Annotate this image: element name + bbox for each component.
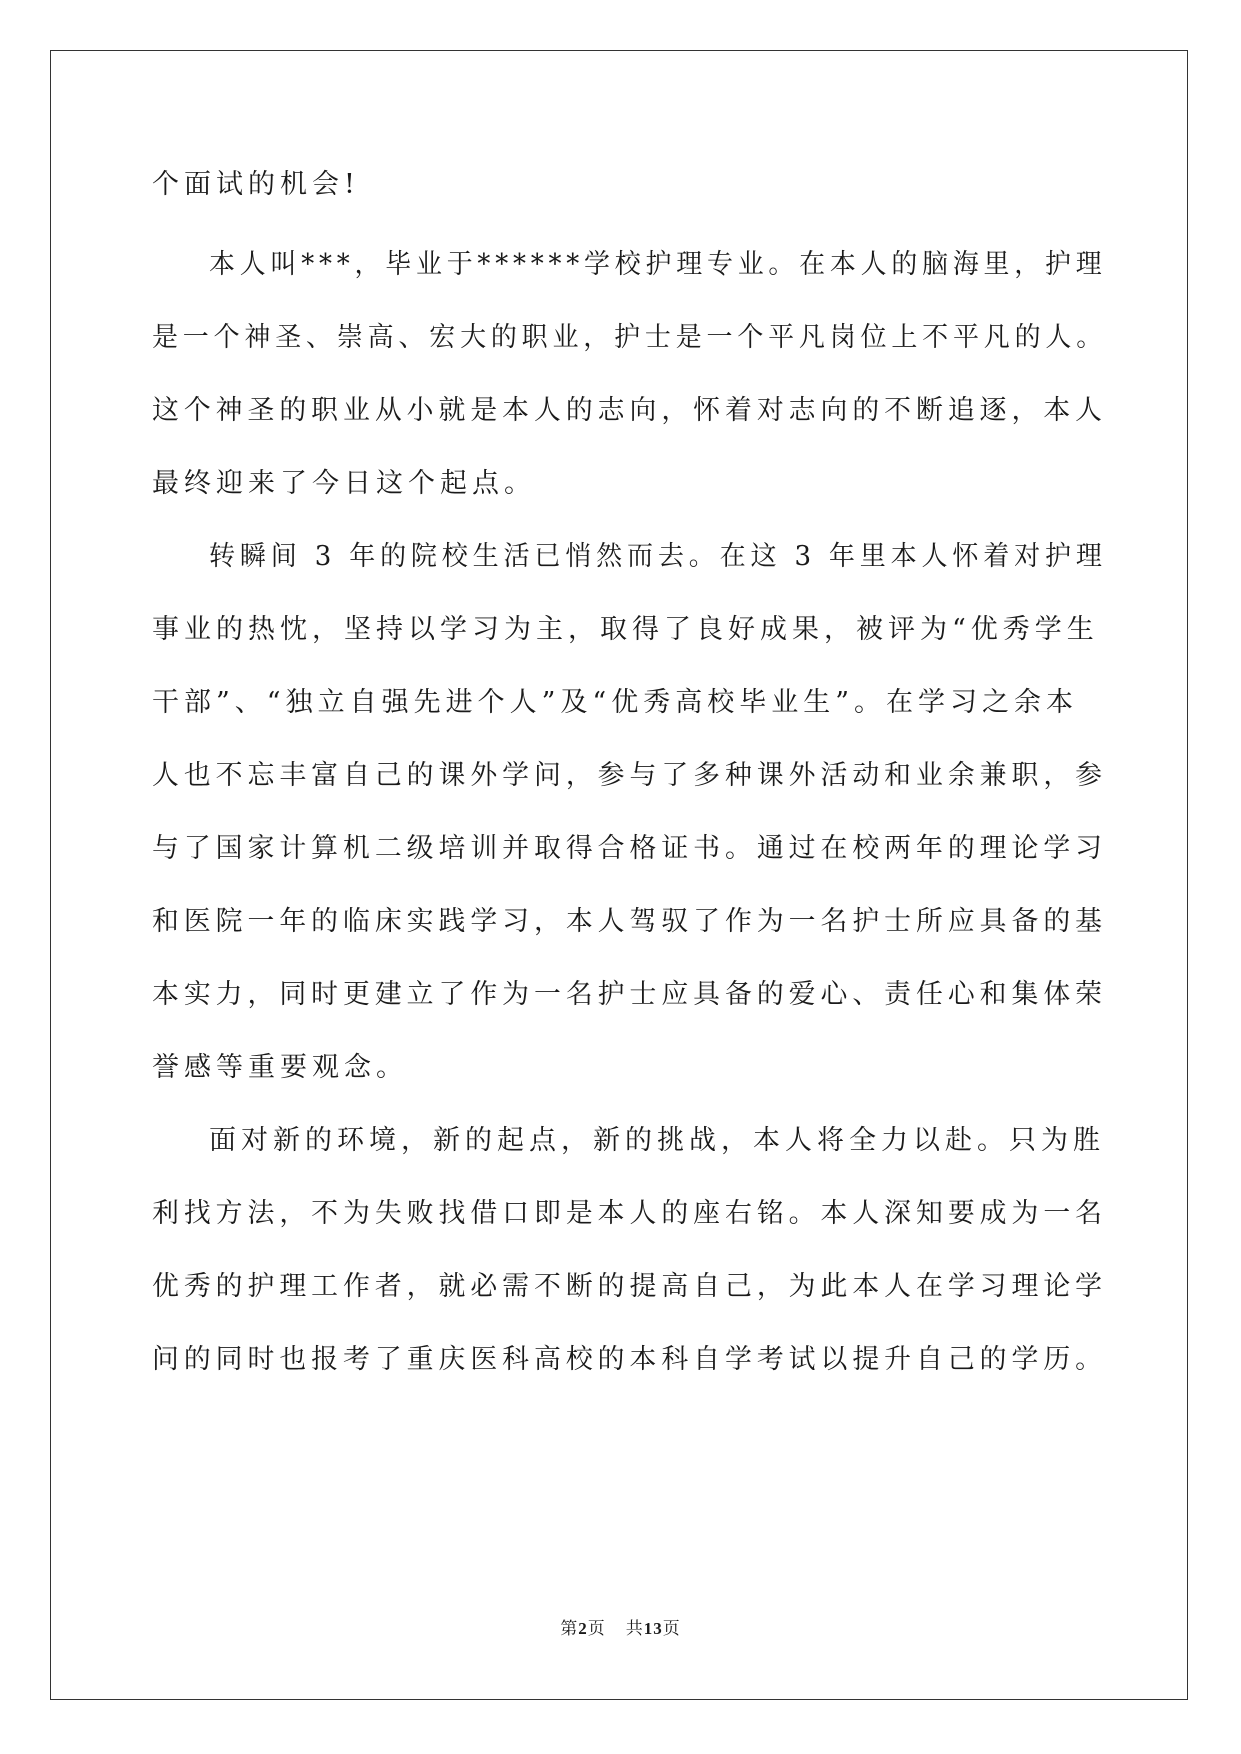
current-page-number: 2: [578, 1619, 588, 1638]
paragraph-start-line: 面对新的环境，新的起点，新的挑战，本人将全力以赴。只为胜: [209, 1125, 1105, 1156]
total-suffix: 页: [662, 1619, 681, 1639]
text-line: 最终迎来了今日这个起点。: [152, 468, 536, 499]
page-border: [50, 50, 1188, 1700]
total-prefix: 共: [625, 1619, 644, 1639]
text-line: 事业的热忱，坚持以学习为主，取得了良好成果，被评为“优秀学生: [152, 614, 1099, 645]
page-footer: [0, 1617, 1241, 1641]
paragraph-start-line: 本人叫***，毕业于******学校护理专业。在本人的脑海里，护理: [209, 249, 1107, 280]
text-line: 利找方法，不为失败找借口即是本人的座右铭。本人深知要成为一名: [152, 1198, 1108, 1229]
page-suffix: 页: [587, 1619, 606, 1639]
text-line: 人也不忘丰富自己的课外学问，参与了多种课外活动和业余兼职，参: [152, 760, 1108, 791]
page-prefix: 第: [560, 1619, 579, 1639]
text-line: 问的同时也报考了重庆医科高校的本科自学考试以提升自己的学历。: [152, 1344, 1108, 1375]
text-line: 是一个神圣、崇高、宏大的职业，护士是一个平凡岗位上不平凡的人。: [152, 322, 1107, 353]
paragraph-start-line: 转瞬间 3 年的院校生活已悄然而去。在这 3 年里本人怀着对护理: [209, 541, 1107, 572]
text-line: 和医院一年的临床实践学习，本人驾驭了作为一名护士所应具备的基: [152, 906, 1108, 937]
text-line: 个面试的机会!: [152, 169, 360, 200]
text-line: 这个神圣的职业从小就是本人的志向，怀着对志向的不断追逐，本人: [152, 395, 1108, 426]
text-line: 誉感等重要观念。: [152, 1052, 408, 1083]
text-line: 本实力，同时更建立了作为一名护士应具备的爱心、责任心和集体荣: [152, 979, 1108, 1010]
total-page-number: 13: [643, 1619, 663, 1638]
text-line: 与了国家计算机二级培训并取得合格证书。通过在校两年的理论学习: [152, 833, 1108, 864]
text-line: 优秀的护理工作者，就必需不断的提高自己，为此本人在学习理论学: [152, 1271, 1108, 1302]
text-line: 干部”、“独立自强先进个人”及“优秀高校毕业生”。在学习之余本: [152, 687, 1079, 718]
